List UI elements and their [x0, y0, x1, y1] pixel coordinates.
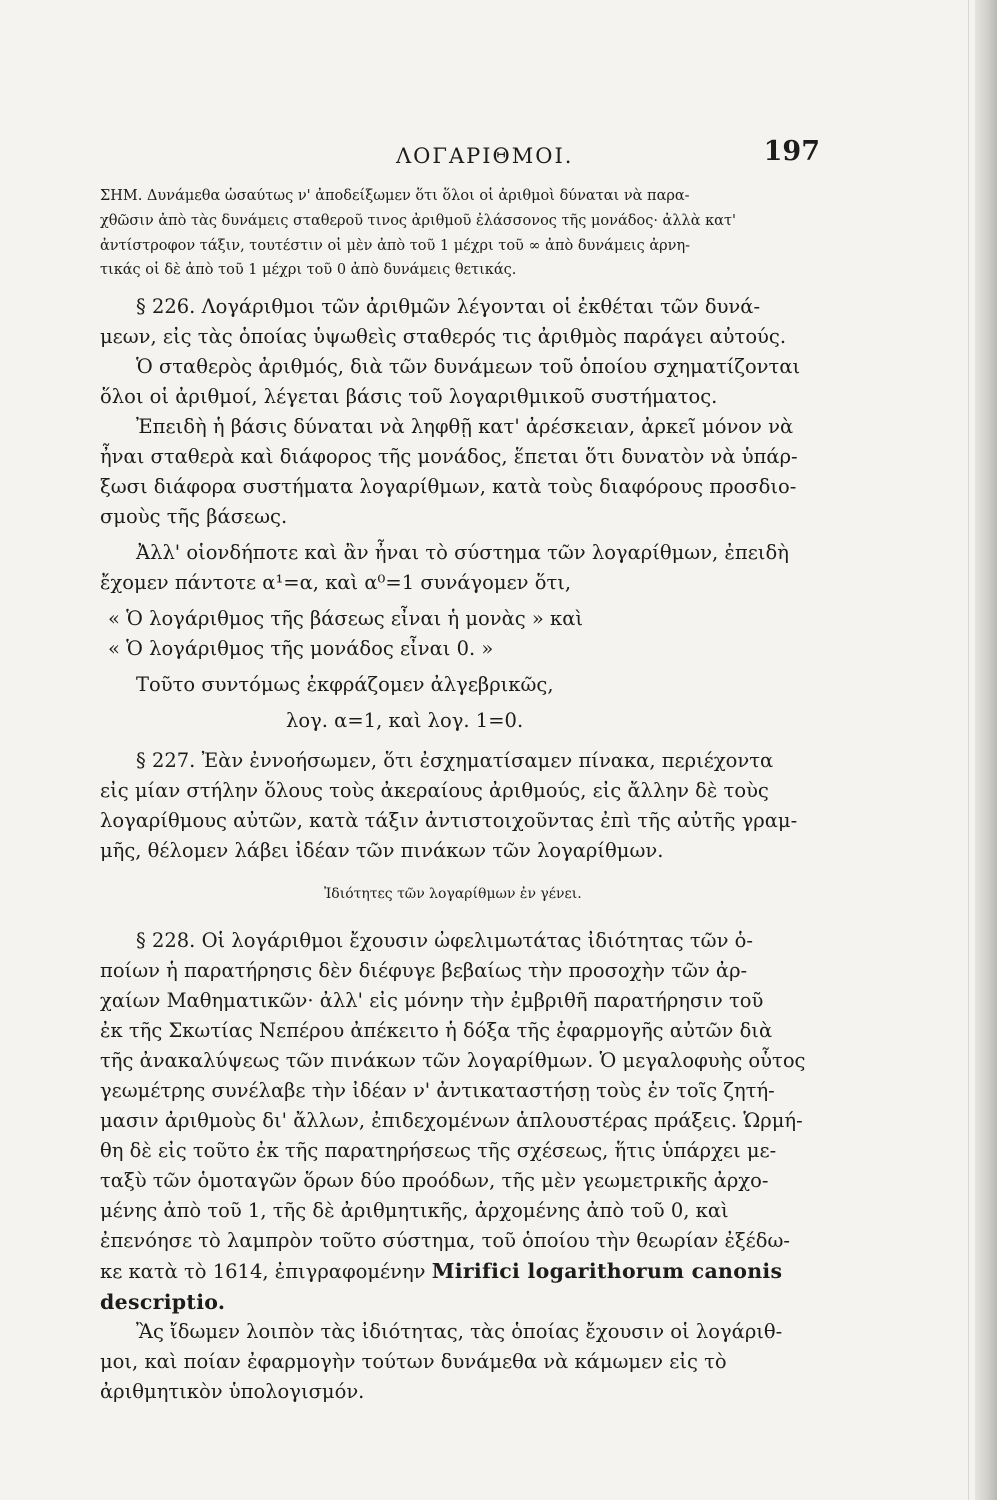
text-line: μῆς, θέλομεν λάβει ἰδέαν τῶν πινάκων τῶν λογαρίθμων.	[100, 839, 664, 862]
latin-title: Mirifici logarithorum canonis	[431, 1259, 783, 1283]
text-line: ὅλοι οἱ ἀριθμοί, λέγεται βάσις τοῦ λογαριθμικοῦ συστήματος.	[100, 385, 718, 408]
text-line	[100, 1256, 822, 1287]
text-line: χαίων Μαθηματικῶν· ἀλλ' εἰς μόνην τὴν ἐμβριθῆ παρατήρησιν τοῦ	[100, 989, 764, 1012]
page-edge-line	[968, 0, 969, 1500]
text-line: τῆς ἀνακαλύψεως τῶν πινάκων τῶν λογαρίθμων. Ὁ μεγαλοφυὴς οὗτος	[100, 1049, 806, 1072]
footnote-remark	[100, 184, 822, 283]
text-line: Ἂς ἴδωμεν λοιπὸν τὰς ἰδιότητας, τὰς ὁποίας ἔχουσιν οἱ λογάριθ-	[136, 1320, 783, 1343]
section-228	[100, 926, 822, 1407]
text-line: ἀριθμητικὸν ὑπολογισμόν.	[100, 1380, 365, 1403]
text-line: ἔχομεν πάντοτε α¹=α, καὶ α⁰=1 συνάγομεν ὅτι,	[100, 571, 572, 594]
quote-line: « Ὁ λογάριθμος τῆς βάσεως εἶναι ἡ μονὰς » καὶ	[108, 607, 584, 630]
text-line: μεων, εἰς τὰς ὁποίας ὑψωθεὶς σταθερός τις ἀριθμὸς παράγει αὐτούς.	[100, 325, 787, 348]
latin-title-end: descriptio.	[100, 1290, 226, 1314]
text-line: σμοὺς τῆς βάσεως.	[100, 505, 288, 528]
text-line: Ἐπειδὴ ἡ βάσις δύναται νὰ ληφθῇ κατ' ἀρέσκειαν, ἀρκεῖ μόνον νὰ	[136, 415, 794, 438]
text-line: Τοῦτο συντόμως ἐκφράζομεν ἀλγεβρικῶς,	[136, 673, 554, 696]
text-line: λογαρίθμους αὐτῶν, κατὰ τάξιν ἀντιστοιχοῦντας ἐπὶ τῆς αὐτῆς γραμ-	[100, 809, 798, 832]
text-line: μοι, καὶ ποίαν ἐφαρμογὴν τούτων δυνάμεθα νὰ κάμωμεν εἰς τὸ	[100, 1350, 727, 1373]
text-line: ταξὺ τῶν ὁμοταγῶν ὅρων δύο προόδων, τῆς μὲν γεωμετρικῆς ἀρχο-	[100, 1169, 769, 1192]
text-line: § 227. Ἐὰν ἐννοήσωμεν, ὅτι ἐσχηματίσαμεν πίνακα, περιέχοντα	[136, 749, 774, 772]
note-line: χθῶσιν ἀπὸ τὰς δυνάμεις σταθεροῦ τινος ἀριθμοῦ ἐλάσσονος τῆς μονάδος· ἀλλὰ κατ'	[100, 212, 736, 229]
section-subheading: Ἰδιότητες τῶν λογαρίθμων ἐν γένει.	[324, 886, 582, 902]
page-number: 197	[763, 136, 820, 167]
text-line: μασιν ἀριθμοὺς δι' ἄλλων, ἐπιδεχομένων ἁπλουστέρας πράξεις. Ὡρμή-	[100, 1109, 803, 1132]
section-226	[100, 292, 822, 736]
running-title: ΛΟΓΑΡΙΘΜΟΙ.	[396, 144, 574, 168]
note-line: ἀντίστροφον τάξιν, τουτέστιν οἱ μὲν ἀπὸ τοῦ 1 μέχρι τοῦ ∞ ἀπὸ δυνάμεις ἀρνη-	[100, 237, 691, 254]
text-line: Ἀλλ' οἱονδήποτε καὶ ἂν ἦναι τὸ σύστημα τῶν λογαρίθμων, ἐπειδὴ	[136, 541, 789, 564]
text-line: Ὁ σταθερὸς ἀριθμός, διὰ τῶν δυνάμεων τοῦ ὁποίου σχηματίζονται	[136, 355, 801, 378]
page-edge-shadow	[975, 0, 997, 1500]
text-line: εἰς μίαν στήλην ὅλους τοὺς ἀκεραίους ἀριθμούς, εἰς ἄλλην δὲ τοὺς	[100, 779, 769, 802]
text-line: γεωμέτρης συνέλαβε τὴν ἰδέαν ν' ἀντικαταστήσῃ τοὺς ἐν τοῖς ζητή-	[100, 1079, 775, 1102]
text-line: ἐκ τῆς Σκωτίας Νεπέρου ἀπέκειτο ἡ δόξα τῆς ἐφαρμογῆς αὐτῶν διὰ	[100, 1019, 773, 1042]
text-line: § 226. Λογάριθμοι τῶν ἀριθμῶν λέγονται οἱ ἐκθέται τῶν δυνά-	[136, 295, 761, 318]
text-line: ἦναι σταθερὰ καὶ διάφορος τῆς μονάδος, ἕπεται ὅτι δυνατὸν νὰ ὑπάρ-	[100, 445, 798, 468]
main-text	[100, 292, 822, 1407]
text-line: ξωσι διάφορα συστήματα λογαρίθμων, κατὰ τοὺς διαφόρους προσδιο-	[100, 475, 797, 498]
text-line: θη δὲ εἰς τοῦτο ἐκ τῆς παρατηρήσεως τῆς σχέσεως, ἥτις ὑπάρχει με-	[100, 1139, 777, 1162]
text-fragment: κε κατὰ τὸ 1614, ἐπιγραφομένην	[100, 1260, 426, 1283]
formula-line: λογ. α=1, καὶ λογ. 1=0.	[286, 709, 524, 732]
text-line: ποίων ἡ παρατήρησις δὲν διέφυγε βεβαίως τὴν προσοχὴν τῶν ἀρ-	[100, 959, 748, 982]
text-line: ἐπενόησε τὸ λαμπρὸν τοῦτο σύστημα, τοῦ ὁποίου τὴν θεωρίαν ἐξέδω-	[100, 1229, 791, 1252]
running-header	[100, 136, 820, 176]
section-227	[100, 746, 822, 866]
text-line: μένης ἀπὸ τοῦ 1, τῆς δὲ ἀριθμητικῆς, ἀρχομένης ἀπὸ τοῦ 0, καὶ	[100, 1199, 729, 1222]
quote-line: « Ὁ λογάριθμος τῆς μονάδος εἶναι 0. »	[108, 637, 494, 660]
text-line: § 228. Οἱ λογάριθμοι ἔχουσιν ὠφελιμωτάτας ἰδιότητας τῶν ὁ-	[136, 929, 753, 952]
note-line: ΣΗΜ. Δυνάμεθα ὡσαύτως ν' ἀποδείξωμεν ὅτι ὅλοι οἱ ἀριθμοὶ δύναται νὰ παρα-	[100, 188, 690, 204]
note-line: τικάς οἱ δὲ ἀπὸ τοῦ 1 μέχρι τοῦ 0 ἀπὸ δυνάμεις θετικάς.	[100, 262, 517, 279]
